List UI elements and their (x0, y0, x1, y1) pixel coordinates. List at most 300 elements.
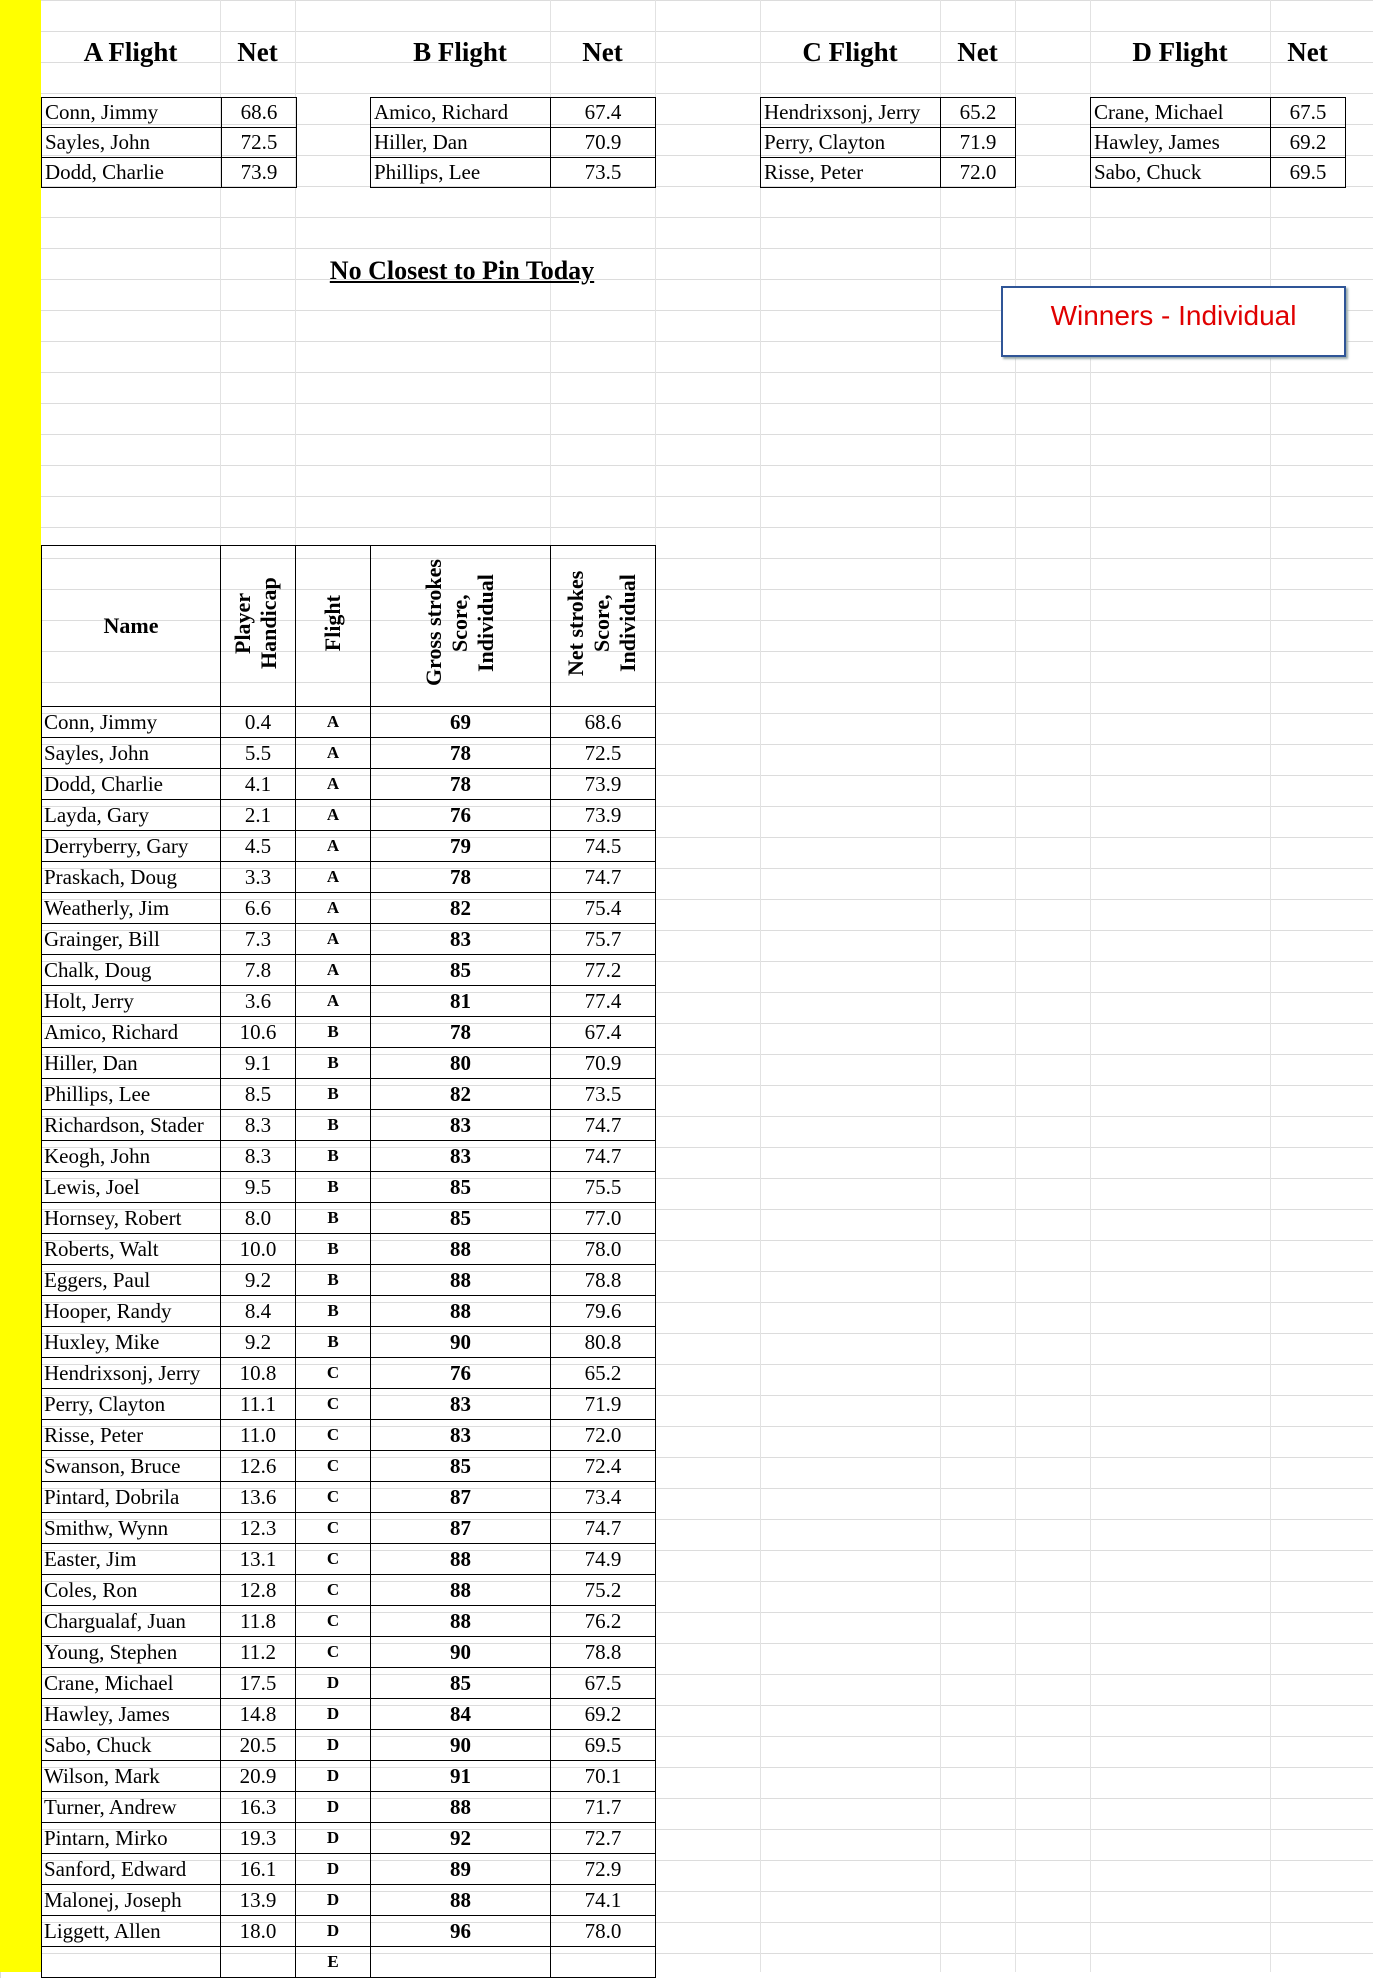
player-flight: A (296, 800, 371, 831)
winner-name: Risse, Peter (761, 158, 941, 188)
player-flight: C (296, 1637, 371, 1668)
player-handicap: 10.0 (221, 1234, 296, 1265)
table-row (42, 1792, 656, 1823)
winner-net: 73.9 (222, 158, 297, 188)
a-flight-title: A Flight (83, 37, 178, 67)
winner-row (371, 128, 656, 158)
table-row (42, 1947, 656, 1978)
gross-score: 91 (371, 1761, 551, 1792)
winner-net: 67.5 (1271, 98, 1346, 128)
net-score: 75.2 (551, 1575, 656, 1606)
gross-score: 83 (371, 924, 551, 955)
winner-row (42, 98, 297, 128)
table-row (42, 1854, 656, 1885)
gross-score: 85 (371, 1203, 551, 1234)
winner-row (1091, 158, 1346, 188)
player-handicap: 17.5 (221, 1668, 296, 1699)
table-row (42, 1823, 656, 1854)
gross-column-header: Gross strokes Score, Individual (371, 546, 551, 707)
winner-name: Amico, Richard (371, 98, 551, 128)
net-score: 72.0 (551, 1420, 656, 1451)
player-handicap: 3.3 (221, 862, 296, 893)
table-row (42, 1110, 656, 1141)
winner-name: Sabo, Chuck (1091, 158, 1271, 188)
player-flight: A (296, 986, 371, 1017)
net-score: 69.5 (551, 1730, 656, 1761)
player-name: Pintarn, Mirko (42, 1823, 221, 1854)
b-flight-winners-table (370, 97, 656, 188)
winner-name: Phillips, Lee (371, 158, 551, 188)
player-name: Richardson, Stader (42, 1110, 221, 1141)
player-name: Sabo, Chuck (42, 1730, 221, 1761)
gross-score (371, 1947, 551, 1978)
player-flight: C (296, 1482, 371, 1513)
gross-score: 85 (371, 1668, 551, 1699)
table-row (42, 1885, 656, 1916)
name-column-header: Name (42, 546, 221, 707)
net-score: 73.4 (551, 1482, 656, 1513)
table-row (42, 1544, 656, 1575)
winner-row (761, 158, 1016, 188)
net-score: 72.9 (551, 1854, 656, 1885)
table-row (42, 1234, 656, 1265)
player-handicap: 10.8 (221, 1358, 296, 1389)
player-flight: A (296, 955, 371, 986)
player-handicap: 4.1 (221, 769, 296, 800)
gross-score: 79 (371, 831, 551, 862)
winner-name: Crane, Michael (1091, 98, 1271, 128)
results-header-row (42, 546, 656, 707)
net-score: 74.7 (551, 1110, 656, 1141)
player-handicap: 8.0 (221, 1203, 296, 1234)
gross-score: 80 (371, 1048, 551, 1079)
player-name: Keogh, John (42, 1141, 221, 1172)
winner-net: 73.5 (551, 158, 656, 188)
player-name: Young, Stephen (42, 1637, 221, 1668)
winner-net: 67.4 (551, 98, 656, 128)
player-name: Smithw, Wynn (42, 1513, 221, 1544)
player-handicap: 19.3 (221, 1823, 296, 1854)
winner-row (761, 98, 1016, 128)
table-row (42, 738, 656, 769)
player-flight: B (296, 1017, 371, 1048)
player-name: Turner, Andrew (42, 1792, 221, 1823)
player-handicap: 8.5 (221, 1079, 296, 1110)
gross-score: 96 (371, 1916, 551, 1947)
table-row (42, 1513, 656, 1544)
gross-score: 92 (371, 1823, 551, 1854)
player-flight: A (296, 862, 371, 893)
player-name: Sayles, John (42, 738, 221, 769)
table-row (42, 1141, 656, 1172)
winner-net: 72.0 (941, 158, 1016, 188)
player-flight: B (296, 1141, 371, 1172)
gross-score: 88 (371, 1296, 551, 1327)
player-flight: B (296, 1203, 371, 1234)
player-handicap: 7.8 (221, 955, 296, 986)
player-name: Wilson, Mark (42, 1761, 221, 1792)
player-name: Phillips, Lee (42, 1079, 221, 1110)
table-row (42, 1482, 656, 1513)
table-row (42, 1265, 656, 1296)
net-score: 72.5 (551, 738, 656, 769)
gross-score: 90 (371, 1730, 551, 1761)
player-handicap: 14.8 (221, 1699, 296, 1730)
gross-score: 87 (371, 1513, 551, 1544)
net-score: 78.0 (551, 1234, 656, 1265)
gross-score: 90 (371, 1637, 551, 1668)
winner-name: Conn, Jimmy (42, 98, 222, 128)
player-name: Swanson, Bruce (42, 1451, 221, 1482)
player-handicap: 13.1 (221, 1544, 296, 1575)
player-name: Hendrixsonj, Jerry (42, 1358, 221, 1389)
player-handicap (221, 1947, 296, 1978)
net-score: 65.2 (551, 1358, 656, 1389)
table-row (42, 924, 656, 955)
net-score: 78.8 (551, 1265, 656, 1296)
gross-score: 83 (371, 1420, 551, 1451)
table-row (42, 1916, 656, 1947)
net-score: 69.2 (551, 1699, 656, 1730)
player-name: Conn, Jimmy (42, 707, 221, 738)
player-name: Crane, Michael (42, 1668, 221, 1699)
winner-name: Hendrixsonj, Jerry (761, 98, 941, 128)
winner-name: Perry, Clayton (761, 128, 941, 158)
winner-row (42, 158, 297, 188)
winners-individual-button[interactable]: Winners - Individual (1001, 286, 1346, 357)
gross-score: 83 (371, 1110, 551, 1141)
b-flight-title: B Flight (413, 37, 507, 67)
gross-score: 82 (371, 1079, 551, 1110)
net-score: 75.5 (551, 1172, 656, 1203)
player-flight: A (296, 831, 371, 862)
net-score: 75.7 (551, 924, 656, 955)
table-row (42, 1358, 656, 1389)
gross-score: 78 (371, 738, 551, 769)
d-flight-net-label: Net (1287, 37, 1328, 67)
a-flight-winners-table (41, 97, 297, 188)
player-handicap: 10.6 (221, 1017, 296, 1048)
winner-row (371, 98, 656, 128)
player-name: Amico, Richard (42, 1017, 221, 1048)
net-score: 71.9 (551, 1389, 656, 1420)
grid-line (940, 0, 941, 1972)
player-handicap: 12.8 (221, 1575, 296, 1606)
player-handicap: 20.5 (221, 1730, 296, 1761)
net-score: 78.8 (551, 1637, 656, 1668)
winner-name: Hawley, James (1091, 128, 1271, 158)
handicap-column-header: Player Handicap (221, 546, 296, 707)
net-score: 77.4 (551, 986, 656, 1017)
net-score: 67.5 (551, 1668, 656, 1699)
player-name: Eggers, Paul (42, 1265, 221, 1296)
gross-score: 87 (371, 1482, 551, 1513)
c-flight-winners-table (760, 97, 1016, 188)
net-score: 70.1 (551, 1761, 656, 1792)
player-handicap: 7.3 (221, 924, 296, 955)
table-row (42, 1637, 656, 1668)
player-handicap: 9.2 (221, 1265, 296, 1296)
player-flight: A (296, 769, 371, 800)
net-score: 71.7 (551, 1792, 656, 1823)
gross-score: 76 (371, 800, 551, 831)
winner-name: Dodd, Charlie (42, 158, 222, 188)
net-score: 78.0 (551, 1916, 656, 1947)
player-flight: D (296, 1854, 371, 1885)
player-flight: D (296, 1761, 371, 1792)
player-name: Perry, Clayton (42, 1389, 221, 1420)
player-handicap: 8.3 (221, 1110, 296, 1141)
table-row (42, 1730, 656, 1761)
player-flight: B (296, 1265, 371, 1296)
net-score: 68.6 (551, 707, 656, 738)
winner-name: Hiller, Dan (371, 128, 551, 158)
net-score: 80.8 (551, 1327, 656, 1358)
player-flight: C (296, 1451, 371, 1482)
table-row (42, 769, 656, 800)
net-score: 73.9 (551, 769, 656, 800)
table-row (42, 1451, 656, 1482)
c-flight-net-label: Net (957, 37, 998, 67)
player-handicap: 11.1 (221, 1389, 296, 1420)
net-score: 67.4 (551, 1017, 656, 1048)
player-name (42, 1947, 221, 1978)
player-handicap: 0.4 (221, 707, 296, 738)
player-flight: D (296, 1823, 371, 1854)
net-score: 72.7 (551, 1823, 656, 1854)
player-flight: D (296, 1885, 371, 1916)
gross-score: 83 (371, 1141, 551, 1172)
player-name: Easter, Jim (42, 1544, 221, 1575)
player-handicap: 9.1 (221, 1048, 296, 1079)
player-name: Hooper, Randy (42, 1296, 221, 1327)
net-score: 74.7 (551, 1513, 656, 1544)
net-score: 70.9 (551, 1048, 656, 1079)
table-row (42, 707, 656, 738)
table-row (42, 1296, 656, 1327)
net-score: 72.4 (551, 1451, 656, 1482)
gross-score: 69 (371, 707, 551, 738)
player-name: Praskach, Doug (42, 862, 221, 893)
player-flight: A (296, 707, 371, 738)
player-name: Holt, Jerry (42, 986, 221, 1017)
player-handicap: 18.0 (221, 1916, 296, 1947)
player-handicap: 8.4 (221, 1296, 296, 1327)
gross-score: 88 (371, 1606, 551, 1637)
player-handicap: 12.3 (221, 1513, 296, 1544)
gross-score: 84 (371, 1699, 551, 1730)
net-score: 74.7 (551, 1141, 656, 1172)
player-flight: A (296, 738, 371, 769)
table-row (42, 1699, 656, 1730)
player-handicap: 13.6 (221, 1482, 296, 1513)
player-flight: B (296, 1079, 371, 1110)
yellow-margin-bar (0, 0, 41, 1972)
player-handicap: 9.2 (221, 1327, 296, 1358)
table-row (42, 1575, 656, 1606)
player-flight: B (296, 1110, 371, 1141)
player-flight: B (296, 1172, 371, 1203)
player-name: Weatherly, Jim (42, 893, 221, 924)
net-score: 76.2 (551, 1606, 656, 1637)
net-score: 77.2 (551, 955, 656, 986)
gross-score: 89 (371, 1854, 551, 1885)
player-flight: B (296, 1327, 371, 1358)
player-handicap: 8.3 (221, 1141, 296, 1172)
player-handicap: 11.2 (221, 1637, 296, 1668)
player-handicap: 12.6 (221, 1451, 296, 1482)
player-name: Hornsey, Robert (42, 1203, 221, 1234)
table-row (42, 1420, 656, 1451)
winner-net: 65.2 (941, 98, 1016, 128)
player-flight: C (296, 1575, 371, 1606)
net-score: 73.5 (551, 1079, 656, 1110)
b-flight-net-label: Net (582, 37, 623, 67)
player-name: Layda, Gary (42, 800, 221, 831)
winner-row (1091, 128, 1346, 158)
gross-score: 76 (371, 1358, 551, 1389)
gross-score: 88 (371, 1265, 551, 1296)
winner-net: 72.5 (222, 128, 297, 158)
player-handicap: 4.5 (221, 831, 296, 862)
player-flight: B (296, 1234, 371, 1265)
winner-row (1091, 98, 1346, 128)
player-name: Grainger, Bill (42, 924, 221, 955)
player-name: Hawley, James (42, 1699, 221, 1730)
table-row (42, 1203, 656, 1234)
player-handicap: 2.1 (221, 800, 296, 831)
player-name: Hiller, Dan (42, 1048, 221, 1079)
player-name: Malonej, Joseph (42, 1885, 221, 1916)
player-name: Risse, Peter (42, 1420, 221, 1451)
winner-net: 70.9 (551, 128, 656, 158)
player-flight: C (296, 1358, 371, 1389)
table-row (42, 1172, 656, 1203)
gross-score: 88 (371, 1234, 551, 1265)
player-flight: A (296, 893, 371, 924)
player-handicap: 5.5 (221, 738, 296, 769)
net-score: 74.7 (551, 862, 656, 893)
grid-line (760, 0, 761, 1972)
d-flight-title: D Flight (1132, 37, 1228, 67)
player-handicap: 3.6 (221, 986, 296, 1017)
player-handicap: 13.9 (221, 1885, 296, 1916)
gross-score: 82 (371, 893, 551, 924)
net-score: 74.5 (551, 831, 656, 862)
player-name: Derryberry, Gary (42, 831, 221, 862)
player-flight: C (296, 1606, 371, 1637)
winner-name: Sayles, John (42, 128, 222, 158)
player-name: Roberts, Walt (42, 1234, 221, 1265)
player-flight: D (296, 1699, 371, 1730)
table-row (42, 986, 656, 1017)
player-flight: D (296, 1668, 371, 1699)
player-name: Pintard, Dobrila (42, 1482, 221, 1513)
table-row (42, 1048, 656, 1079)
winner-net: 69.5 (1271, 158, 1346, 188)
net-score: 74.1 (551, 1885, 656, 1916)
player-handicap: 16.3 (221, 1792, 296, 1823)
table-row (42, 1761, 656, 1792)
player-flight: C (296, 1420, 371, 1451)
gross-score: 85 (371, 1172, 551, 1203)
player-flight: C (296, 1544, 371, 1575)
net-score: 73.9 (551, 800, 656, 831)
winner-net: 68.6 (222, 98, 297, 128)
gross-score: 88 (371, 1575, 551, 1606)
gross-score: 78 (371, 769, 551, 800)
player-flight: D (296, 1792, 371, 1823)
a-flight-net-label: Net (237, 37, 278, 67)
c-flight-title: C Flight (802, 37, 898, 67)
gross-score: 78 (371, 862, 551, 893)
net-score: 79.6 (551, 1296, 656, 1327)
player-flight: C (296, 1513, 371, 1544)
player-name: Huxley, Mike (42, 1327, 221, 1358)
player-handicap: 16.1 (221, 1854, 296, 1885)
player-name: Lewis, Joel (42, 1172, 221, 1203)
table-row (42, 862, 656, 893)
results-table (41, 545, 656, 1978)
table-row (42, 955, 656, 986)
gross-score: 83 (371, 1389, 551, 1420)
player-handicap: 11.0 (221, 1420, 296, 1451)
player-name: Liggett, Allen (42, 1916, 221, 1947)
player-handicap: 6.6 (221, 893, 296, 924)
d-flight-winners-table (1090, 97, 1346, 188)
player-name: Dodd, Charlie (42, 769, 221, 800)
player-flight: D (296, 1730, 371, 1761)
player-flight: C (296, 1389, 371, 1420)
table-row (42, 1668, 656, 1699)
player-name: Coles, Ron (42, 1575, 221, 1606)
net-column-header: Net strokes Score, Individual (551, 546, 656, 707)
gross-score: 78 (371, 1017, 551, 1048)
table-row (42, 1606, 656, 1637)
winner-row (42, 128, 297, 158)
table-row (42, 1017, 656, 1048)
player-flight: E (296, 1947, 371, 1978)
table-row (42, 831, 656, 862)
table-row (42, 800, 656, 831)
table-row (42, 893, 656, 924)
winner-row (761, 128, 1016, 158)
table-row (42, 1327, 656, 1358)
player-flight: A (296, 924, 371, 955)
gross-score: 88 (371, 1544, 551, 1575)
gross-score: 90 (371, 1327, 551, 1358)
flight-column-header: Flight (296, 546, 371, 707)
table-row (42, 1079, 656, 1110)
player-name: Chalk, Doug (42, 955, 221, 986)
net-score: 74.9 (551, 1544, 656, 1575)
closest-to-pin-note: No Closest to Pin Today (329, 256, 595, 285)
net-score (551, 1947, 656, 1978)
player-flight: B (296, 1296, 371, 1327)
gross-score: 88 (371, 1885, 551, 1916)
player-handicap: 9.5 (221, 1172, 296, 1203)
player-name: Sanford, Edward (42, 1854, 221, 1885)
player-handicap: 11.8 (221, 1606, 296, 1637)
table-row (42, 1389, 656, 1420)
winner-net: 71.9 (941, 128, 1016, 158)
gross-score: 85 (371, 955, 551, 986)
gross-score: 85 (371, 1451, 551, 1482)
winner-row (371, 158, 656, 188)
winner-net: 69.2 (1271, 128, 1346, 158)
player-flight: D (296, 1916, 371, 1947)
gross-score: 81 (371, 986, 551, 1017)
